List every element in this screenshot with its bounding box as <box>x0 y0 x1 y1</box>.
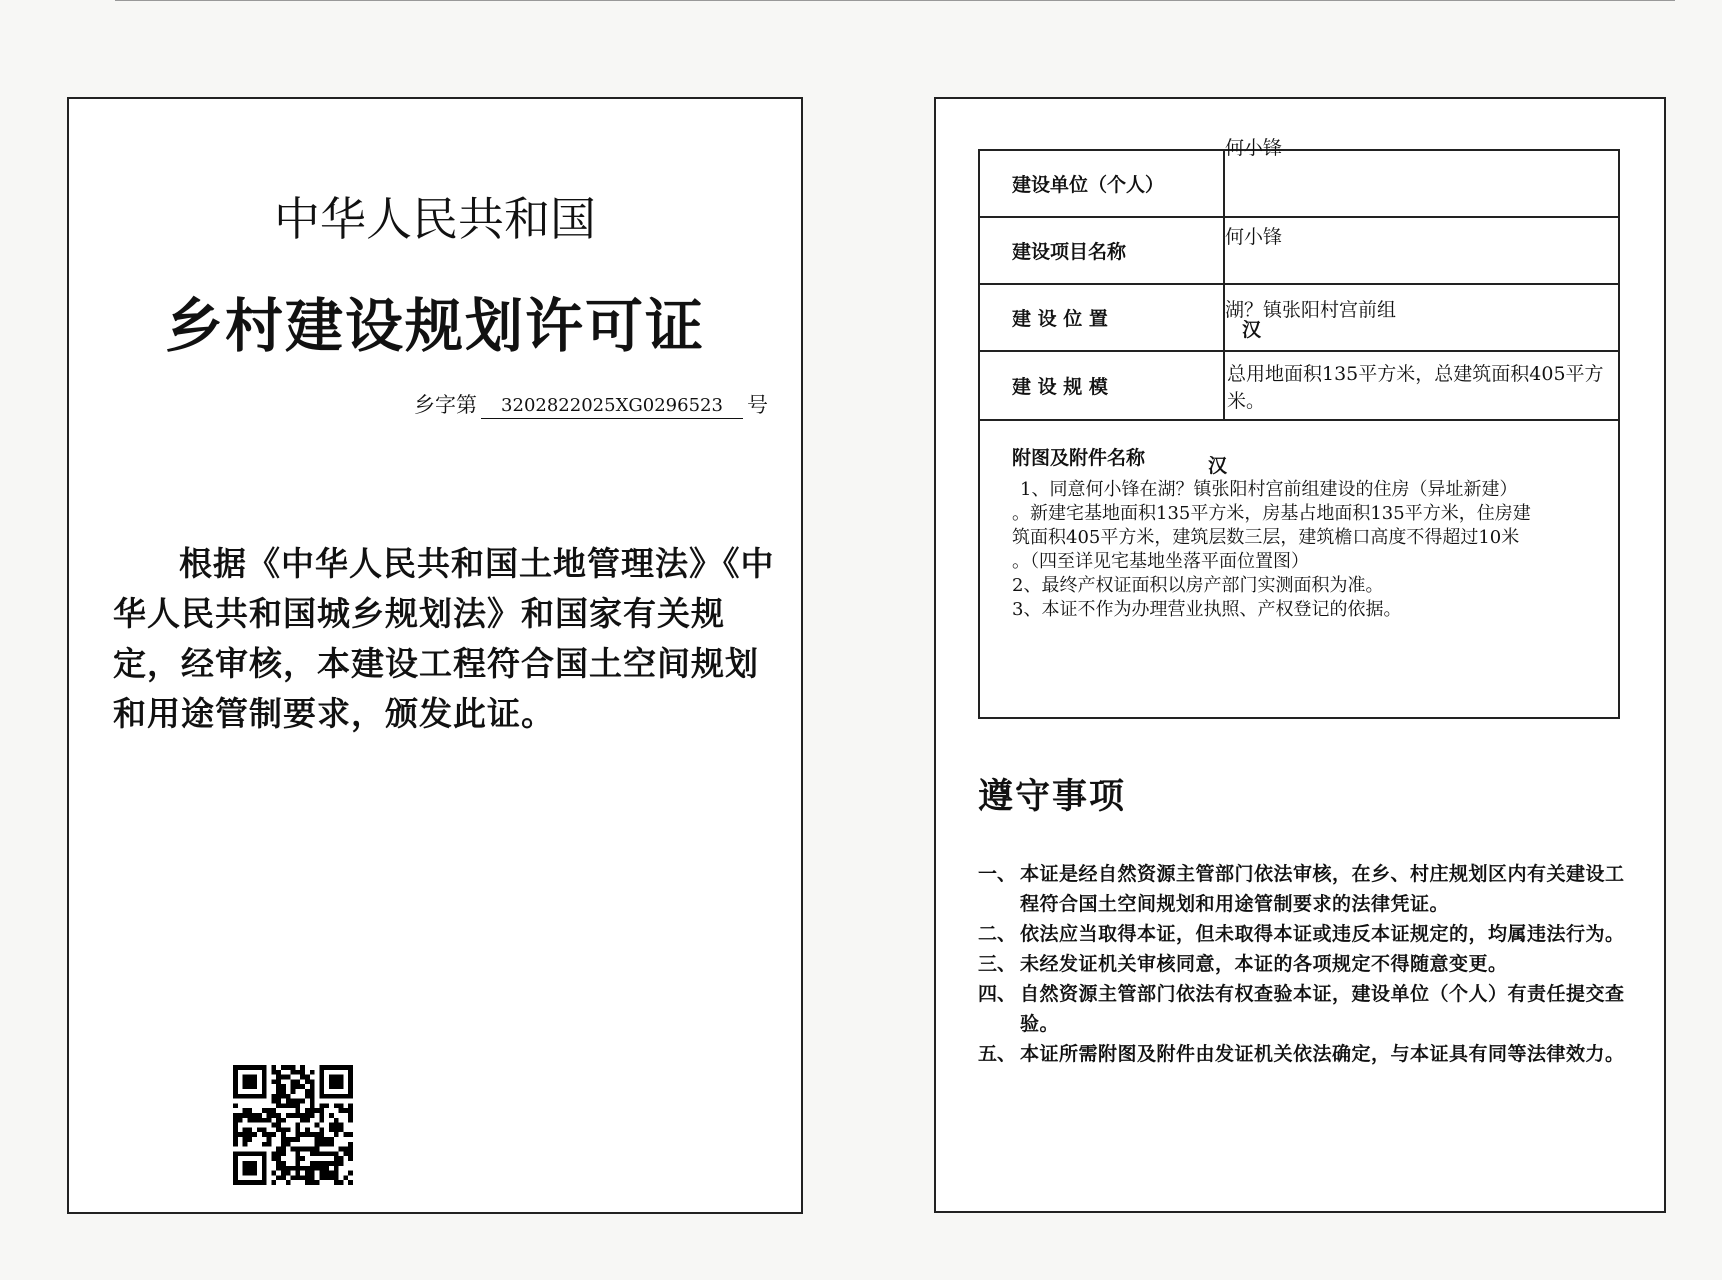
rule-text: 未经发证机关审核同意，本证的各项规定不得随意变更。 <box>1020 953 1508 975</box>
scan-top-edge <box>115 0 1675 4</box>
location-handwritten-insert: 汉 <box>1242 319 1262 341</box>
rules-list <box>978 859 1626 1069</box>
attachments-cell <box>979 420 1619 718</box>
rule-text: 自然资源主管部门依法有权查验本证，建设单位（个人）有责任提交查验。 <box>1020 983 1625 1035</box>
list-item <box>978 979 1626 1039</box>
qr-code-icon <box>233 1062 353 1188</box>
attachment-line: 3、本证不作为办理营业执照、产权登记的依据。 <box>1012 599 1402 620</box>
table-row <box>979 150 1619 217</box>
location-text: 湖？镇张阳村宫前组 <box>1225 299 1397 321</box>
row-value-project-name <box>1224 217 1619 284</box>
rule-text: 本证所需附图及附件由发证机关依法确定，与本证具有同等法律效力。 <box>1020 1043 1625 1065</box>
list-item <box>978 919 1626 949</box>
attachments-handwritten-insert: 汉 <box>1208 455 1228 477</box>
rule-number: 五、 <box>978 1043 1017 1065</box>
certificate-details-page <box>934 97 1666 1213</box>
row-label-project-name: 建设项目名称 <box>979 217 1224 284</box>
attachment-line: 。（四至详见宅基地坐落平面位置图） <box>1012 551 1309 572</box>
list-item <box>978 859 1626 919</box>
attachments-title: 附图及附件名称 <box>1012 447 1146 469</box>
attachment-line: 。新建宅基地面积135平方米，房基占地面积135平方米，住房建 <box>1012 503 1531 524</box>
row-label-builder: 建设单位（个人） <box>979 150 1224 217</box>
rule-number: 二、 <box>978 923 1017 945</box>
certificate-cover-page <box>67 97 803 1214</box>
list-item <box>978 1039 1626 1069</box>
certificate-title: 乡村建设规划许可证 <box>164 292 705 360</box>
rule-text: 本证是经自然资源主管部门依法审核，在乡、村庄规划区内有关建设工程符合国土空间规划和用途管制要求的法律凭证。 <box>1020 863 1625 915</box>
row-label-location: 建 设 位 置 <box>979 284 1224 351</box>
rules-title: 遵守事项 <box>978 777 1127 817</box>
country-name: 中华人民共和国 <box>274 192 596 246</box>
rule-number: 四、 <box>978 983 1017 1005</box>
table-row <box>979 284 1619 351</box>
attachment-line: 2、最终产权证面积以房产部门实测面积为准。 <box>1012 575 1384 596</box>
attachment-line: 筑面积405平方米，建筑层数三层，建筑檐口高度不得超过10米 <box>1012 527 1520 548</box>
list-item <box>978 949 1626 979</box>
table-row <box>979 351 1619 420</box>
certificate-number-row <box>414 389 768 419</box>
row-value-scale: 总用地面积135平方米，总建筑面积405平方米。 <box>1224 351 1619 420</box>
rule-number: 一、 <box>978 863 1017 885</box>
number-suffix: 号 <box>747 393 768 417</box>
table-row <box>979 420 1619 718</box>
certificate-number: 3202822025XG0296523 <box>481 395 743 419</box>
table-row <box>979 217 1619 284</box>
rule-number: 三、 <box>978 953 1017 975</box>
project-name: 何小锋 <box>1225 226 1283 248</box>
builder-name: 何小锋 <box>1225 137 1283 159</box>
attachment-line: 1、同意何小锋在湖？镇张阳村宫前组建设的住房（异址新建） <box>1020 479 1518 500</box>
legal-basis-paragraph: 根据《中华人民共和国土地管理法》《中华人民共和国城乡规划法》和国家有关规定，经审核，本建设工程符合国土空间规划和用途管制要求，颁发此证。 <box>113 544 775 733</box>
row-value-location <box>1224 284 1619 351</box>
rule-text: 依法应当取得本证，但未取得本证或违反本证规定的，均属违法行为。 <box>1020 923 1625 945</box>
number-prefix: 乡字第 <box>414 393 477 417</box>
row-label-scale: 建 设 规 模 <box>979 351 1224 420</box>
project-info-table <box>978 137 1620 719</box>
row-value-builder <box>1224 137 1619 217</box>
